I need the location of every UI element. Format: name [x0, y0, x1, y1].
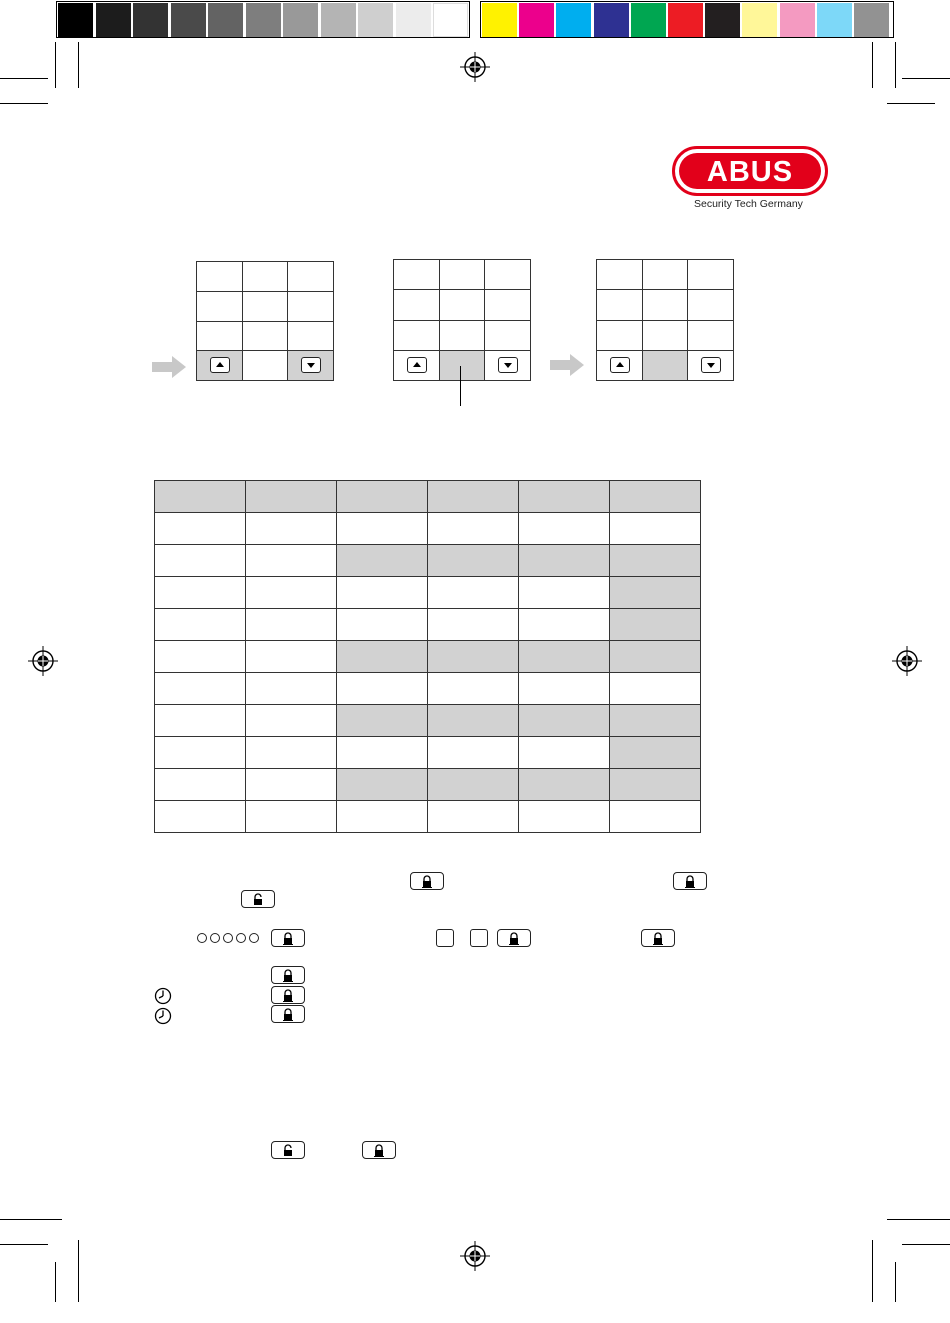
keypad-cell [288, 322, 334, 352]
table-row [155, 801, 701, 833]
keypad-cell [197, 292, 243, 322]
keypad-cell [243, 351, 289, 381]
keypad-cell [485, 260, 531, 290]
arrow-up-icon [413, 362, 421, 367]
keypad-cell [197, 351, 243, 381]
lock-closed-button-icon [641, 929, 675, 947]
table-cell [519, 481, 610, 513]
table-cell [246, 801, 337, 833]
keypad-diagram-2 [393, 259, 531, 381]
keypad-cell [643, 290, 689, 320]
lock-closed-icon [282, 1008, 294, 1021]
keypad-cell [688, 351, 734, 381]
table-cell [428, 769, 519, 801]
table-cell [428, 737, 519, 769]
lock-closed-icon [282, 969, 294, 982]
table-cell [337, 641, 428, 673]
keypad-cell [394, 321, 440, 351]
table-cell [610, 481, 701, 513]
lock-open-icon [282, 1144, 294, 1157]
blank-key-icon [470, 929, 488, 947]
table-cell [246, 673, 337, 705]
keypad-cell [197, 322, 243, 352]
lock-open-icon [252, 893, 264, 906]
keypad-cell [643, 351, 689, 381]
keypad-cell [597, 290, 643, 320]
table-cell [428, 705, 519, 737]
lock-closed-button-icon [271, 929, 305, 947]
color-bar-frame [480, 1, 894, 38]
table-cell [428, 641, 519, 673]
table-cell [155, 737, 246, 769]
table-cell [519, 673, 610, 705]
table-cell [337, 481, 428, 513]
table-row [155, 673, 701, 705]
pin-dot-icon [210, 933, 220, 943]
table-cell [155, 513, 246, 545]
table-cell [610, 577, 701, 609]
registration-mark-icon [892, 646, 922, 676]
keypad-cell [288, 262, 334, 292]
lock-closed-icon [421, 875, 433, 888]
table-cell [155, 641, 246, 673]
abus-logo-mark [672, 146, 828, 196]
pin-dot-icon [197, 933, 207, 943]
table-cell [428, 545, 519, 577]
keypad-cell [243, 262, 289, 292]
table-cell [155, 545, 246, 577]
table-cell [337, 705, 428, 737]
table-cell [519, 641, 610, 673]
table-cell [610, 737, 701, 769]
table-row [155, 577, 701, 609]
table-row [155, 545, 701, 577]
keypad-cell [485, 321, 531, 351]
keypad-cell [243, 292, 289, 322]
table-cell [155, 705, 246, 737]
table-cell [519, 737, 610, 769]
table-cell [246, 641, 337, 673]
table-cell [337, 577, 428, 609]
table-cell [610, 801, 701, 833]
lock-closed-button-icon [271, 1005, 305, 1023]
arrow-down-key [498, 357, 518, 373]
table-cell [519, 801, 610, 833]
table-cell [610, 673, 701, 705]
arrow-down-key [701, 357, 721, 373]
table-cell [610, 545, 701, 577]
table-cell [155, 577, 246, 609]
keypad-cell [688, 321, 734, 351]
logo-tagline: Security Tech Germany [694, 198, 803, 210]
svg-text:ABUS: ABUS [706, 156, 794, 188]
arrow-up-icon [216, 362, 224, 367]
keypad-cell [440, 351, 486, 381]
table-cell [610, 769, 701, 801]
keypad-cell [597, 351, 643, 381]
table-cell [337, 545, 428, 577]
lock-closed-button-icon [410, 872, 444, 890]
arrow-down-key [301, 357, 321, 373]
lock-open-button-icon [271, 1141, 305, 1159]
gray-arrow-icon [550, 354, 586, 376]
table-row [155, 513, 701, 545]
arrow-up-icon [616, 362, 624, 367]
table-cell [246, 705, 337, 737]
table-cell [337, 769, 428, 801]
registration-mark-icon [28, 646, 58, 676]
table-cell [610, 513, 701, 545]
lock-closed-button-icon [271, 986, 305, 1004]
lock-closed-icon [652, 932, 664, 945]
table-cell [155, 673, 246, 705]
keypad-cell [688, 260, 734, 290]
lock-closed-button-icon [673, 872, 707, 890]
table-cell [519, 769, 610, 801]
keypad-cell [440, 321, 486, 351]
registration-mark-icon [460, 1241, 490, 1271]
clock-icon [154, 1007, 172, 1025]
table-cell [519, 705, 610, 737]
table-cell [155, 769, 246, 801]
pin-dot-icon [249, 933, 259, 943]
keypad-cell [688, 290, 734, 320]
table-cell [610, 705, 701, 737]
keypad-cell [440, 290, 486, 320]
keypad-cell [643, 260, 689, 290]
lock-closed-icon [684, 875, 696, 888]
table-cell [246, 769, 337, 801]
color-bar-frame [56, 1, 470, 38]
table-cell [610, 609, 701, 641]
lock-closed-icon [508, 932, 520, 945]
table-cell [428, 577, 519, 609]
table-cell [246, 545, 337, 577]
keypad-cell [288, 351, 334, 381]
table-cell [246, 609, 337, 641]
keypad-cell [597, 321, 643, 351]
table-row [155, 609, 701, 641]
keypad-cell [243, 322, 289, 352]
table-row [155, 769, 701, 801]
keypad-cell [440, 260, 486, 290]
table-cell [246, 513, 337, 545]
lock-closed-button-icon [497, 929, 531, 947]
pin-dot-icon [236, 933, 246, 943]
table-row [155, 481, 701, 513]
settings-table [154, 480, 701, 833]
table-cell [337, 609, 428, 641]
arrow-down-icon [707, 363, 715, 368]
keypad-cell [197, 262, 243, 292]
arrow-down-icon [504, 363, 512, 368]
registration-mark-icon [460, 52, 490, 82]
table-cell [428, 513, 519, 545]
keypad-cell [394, 351, 440, 381]
lock-closed-button-icon [271, 966, 305, 984]
table-cell [246, 737, 337, 769]
abus-logo [672, 146, 828, 216]
keypad-cell [643, 321, 689, 351]
arrow-up-key [610, 357, 630, 373]
keypad-cell [394, 260, 440, 290]
table-cell [155, 801, 246, 833]
lock-open-button-icon [241, 890, 275, 908]
table-row [155, 641, 701, 673]
table-cell [519, 545, 610, 577]
keypad-cell [485, 290, 531, 320]
keypad-cell [394, 290, 440, 320]
table-cell [246, 577, 337, 609]
table-cell [337, 737, 428, 769]
table-cell [610, 641, 701, 673]
arrow-up-key [407, 357, 427, 373]
keypad-diagram-3 [596, 259, 734, 381]
keypad-cell [597, 260, 643, 290]
keypad-cell [288, 292, 334, 322]
table-cell [337, 801, 428, 833]
table-cell [428, 481, 519, 513]
lock-closed-icon [373, 1144, 385, 1157]
table-cell [428, 609, 519, 641]
blank-key-icon [436, 929, 454, 947]
keypad-cell [485, 351, 531, 381]
table-row [155, 705, 701, 737]
callout-line [460, 366, 461, 406]
table-cell [519, 577, 610, 609]
table-cell [337, 673, 428, 705]
lock-closed-button-icon [362, 1141, 396, 1159]
table-cell [428, 673, 519, 705]
table-cell [428, 801, 519, 833]
table-cell [155, 481, 246, 513]
lock-closed-icon [282, 932, 294, 945]
arrow-down-icon [307, 363, 315, 368]
pin-dot-icon [223, 933, 233, 943]
table-cell [337, 513, 428, 545]
lock-closed-icon [282, 989, 294, 1002]
table-cell [519, 609, 610, 641]
keypad-diagram-1 [196, 261, 334, 381]
clock-icon [154, 987, 172, 1005]
table-cell [246, 481, 337, 513]
gray-arrow-icon [152, 356, 188, 378]
table-cell [519, 513, 610, 545]
table-row [155, 737, 701, 769]
arrow-up-key [210, 357, 230, 373]
table-cell [155, 609, 246, 641]
